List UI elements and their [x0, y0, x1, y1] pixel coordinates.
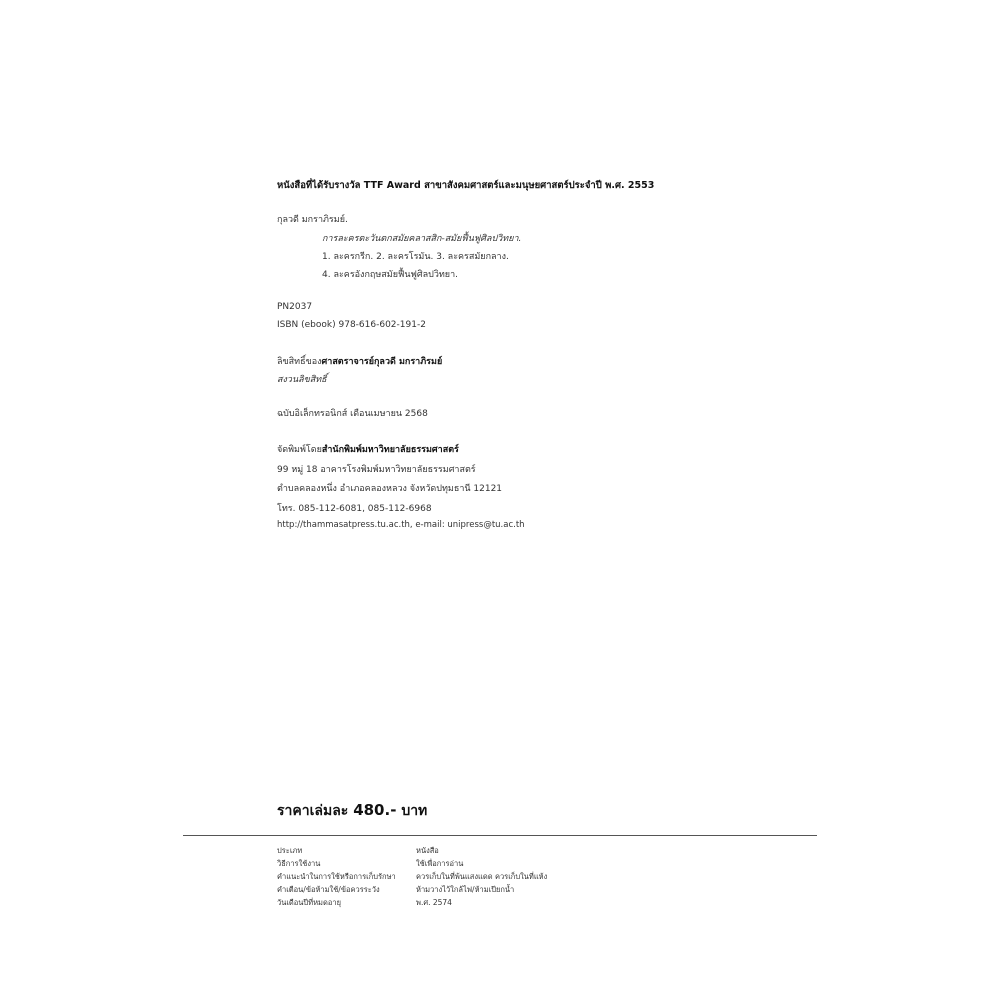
copyright-prefix: ลิขสิทธิ์ของ [277, 357, 322, 367]
price-prefix: ราคาเล่มละ [277, 803, 349, 819]
divider [183, 835, 817, 836]
cip-author: กุลวดี มกราภิรมย์. [277, 215, 348, 225]
publisher-prefix: จัดพิมพ์โดย [277, 445, 322, 455]
price-amount: 480.- [353, 801, 397, 819]
isbn: ISBN (ebook) 978-616-602-191-2 [277, 320, 426, 330]
copyright-line [277, 354, 442, 368]
spec-value: ห้ามวางไว้ใกล้ไฟ/ห้ามเปียกน้ำ [416, 885, 515, 894]
spec-value: ควรเก็บในที่พ้นแสงแดด ควรเก็บในที่แห้ง [416, 872, 548, 881]
spec-value: พ.ศ. 2574 [416, 898, 452, 907]
spec-value: หนังสือ [416, 846, 439, 855]
cip-title: การละครตะวันตกสมัยคลาสสิก-สมัยฟื้นฟูศิลปวิทยา. [322, 234, 522, 244]
spec-label: วิธีการใช้งาน [277, 859, 321, 868]
publisher-line [277, 442, 459, 456]
spec-value: ใช้เพื่อการอ่าน [416, 859, 464, 868]
publisher-address-2: ตำบลคลองหนึ่ง อำเภอคลองหลวง จังหวัดปทุมธานี 12121 [277, 484, 503, 494]
price [277, 800, 427, 822]
copyright-holder: ศาสตราจารย์กุลวดี มกราภิรมย์ [321, 357, 443, 367]
spec-label: คำแนะนำในการใช้หรือการเก็บรักษา [277, 872, 396, 881]
spec-label: วันเดือนปีที่หมดอายุ [277, 898, 341, 907]
copyright-note: สงวนลิขสิทธิ์ [277, 375, 327, 385]
price-unit: บาท [401, 803, 428, 819]
publisher-address-1: 99 หมู่ 18 อาคารโรงพิมพ์มหาวิทยาลัยธรรมศาสตร์ [277, 465, 476, 475]
award-statement: หนังสือที่ได้รับรางวัล TTF Award สาขาสังคมศาสตร์และมนุษยศาสตร์ประจำปี พ.ศ. 2553 [277, 180, 655, 191]
cip-subjects-1: 1. ละครกรีก. 2. ละครโรมัน. 3. ละครสมัยกลาง. [322, 252, 509, 262]
publisher-phone: โทร. 085-112-6081, 085-112-6968 [277, 504, 432, 514]
spec-label: คำเตือน/ข้อห้ามใช้/ข้อควรระวัง [277, 885, 380, 894]
publisher-web: http://thammasatpress.tu.ac.th, e-mail: unipress@tu.ac.th [277, 520, 525, 530]
publisher-name: สำนักพิมพ์มหาวิทยาลัยธรรมศาสตร์ [321, 445, 459, 455]
spec-label: ประเภท [277, 846, 303, 855]
call-number: PN2037 [277, 302, 313, 312]
cip-subjects-2: 4. ละครอังกฤษสมัยฟื้นฟูศิลปวิทยา. [322, 270, 458, 280]
edition: ฉบับอิเล็กทรอนิกส์ เดือนเมษายน 2568 [277, 409, 428, 419]
